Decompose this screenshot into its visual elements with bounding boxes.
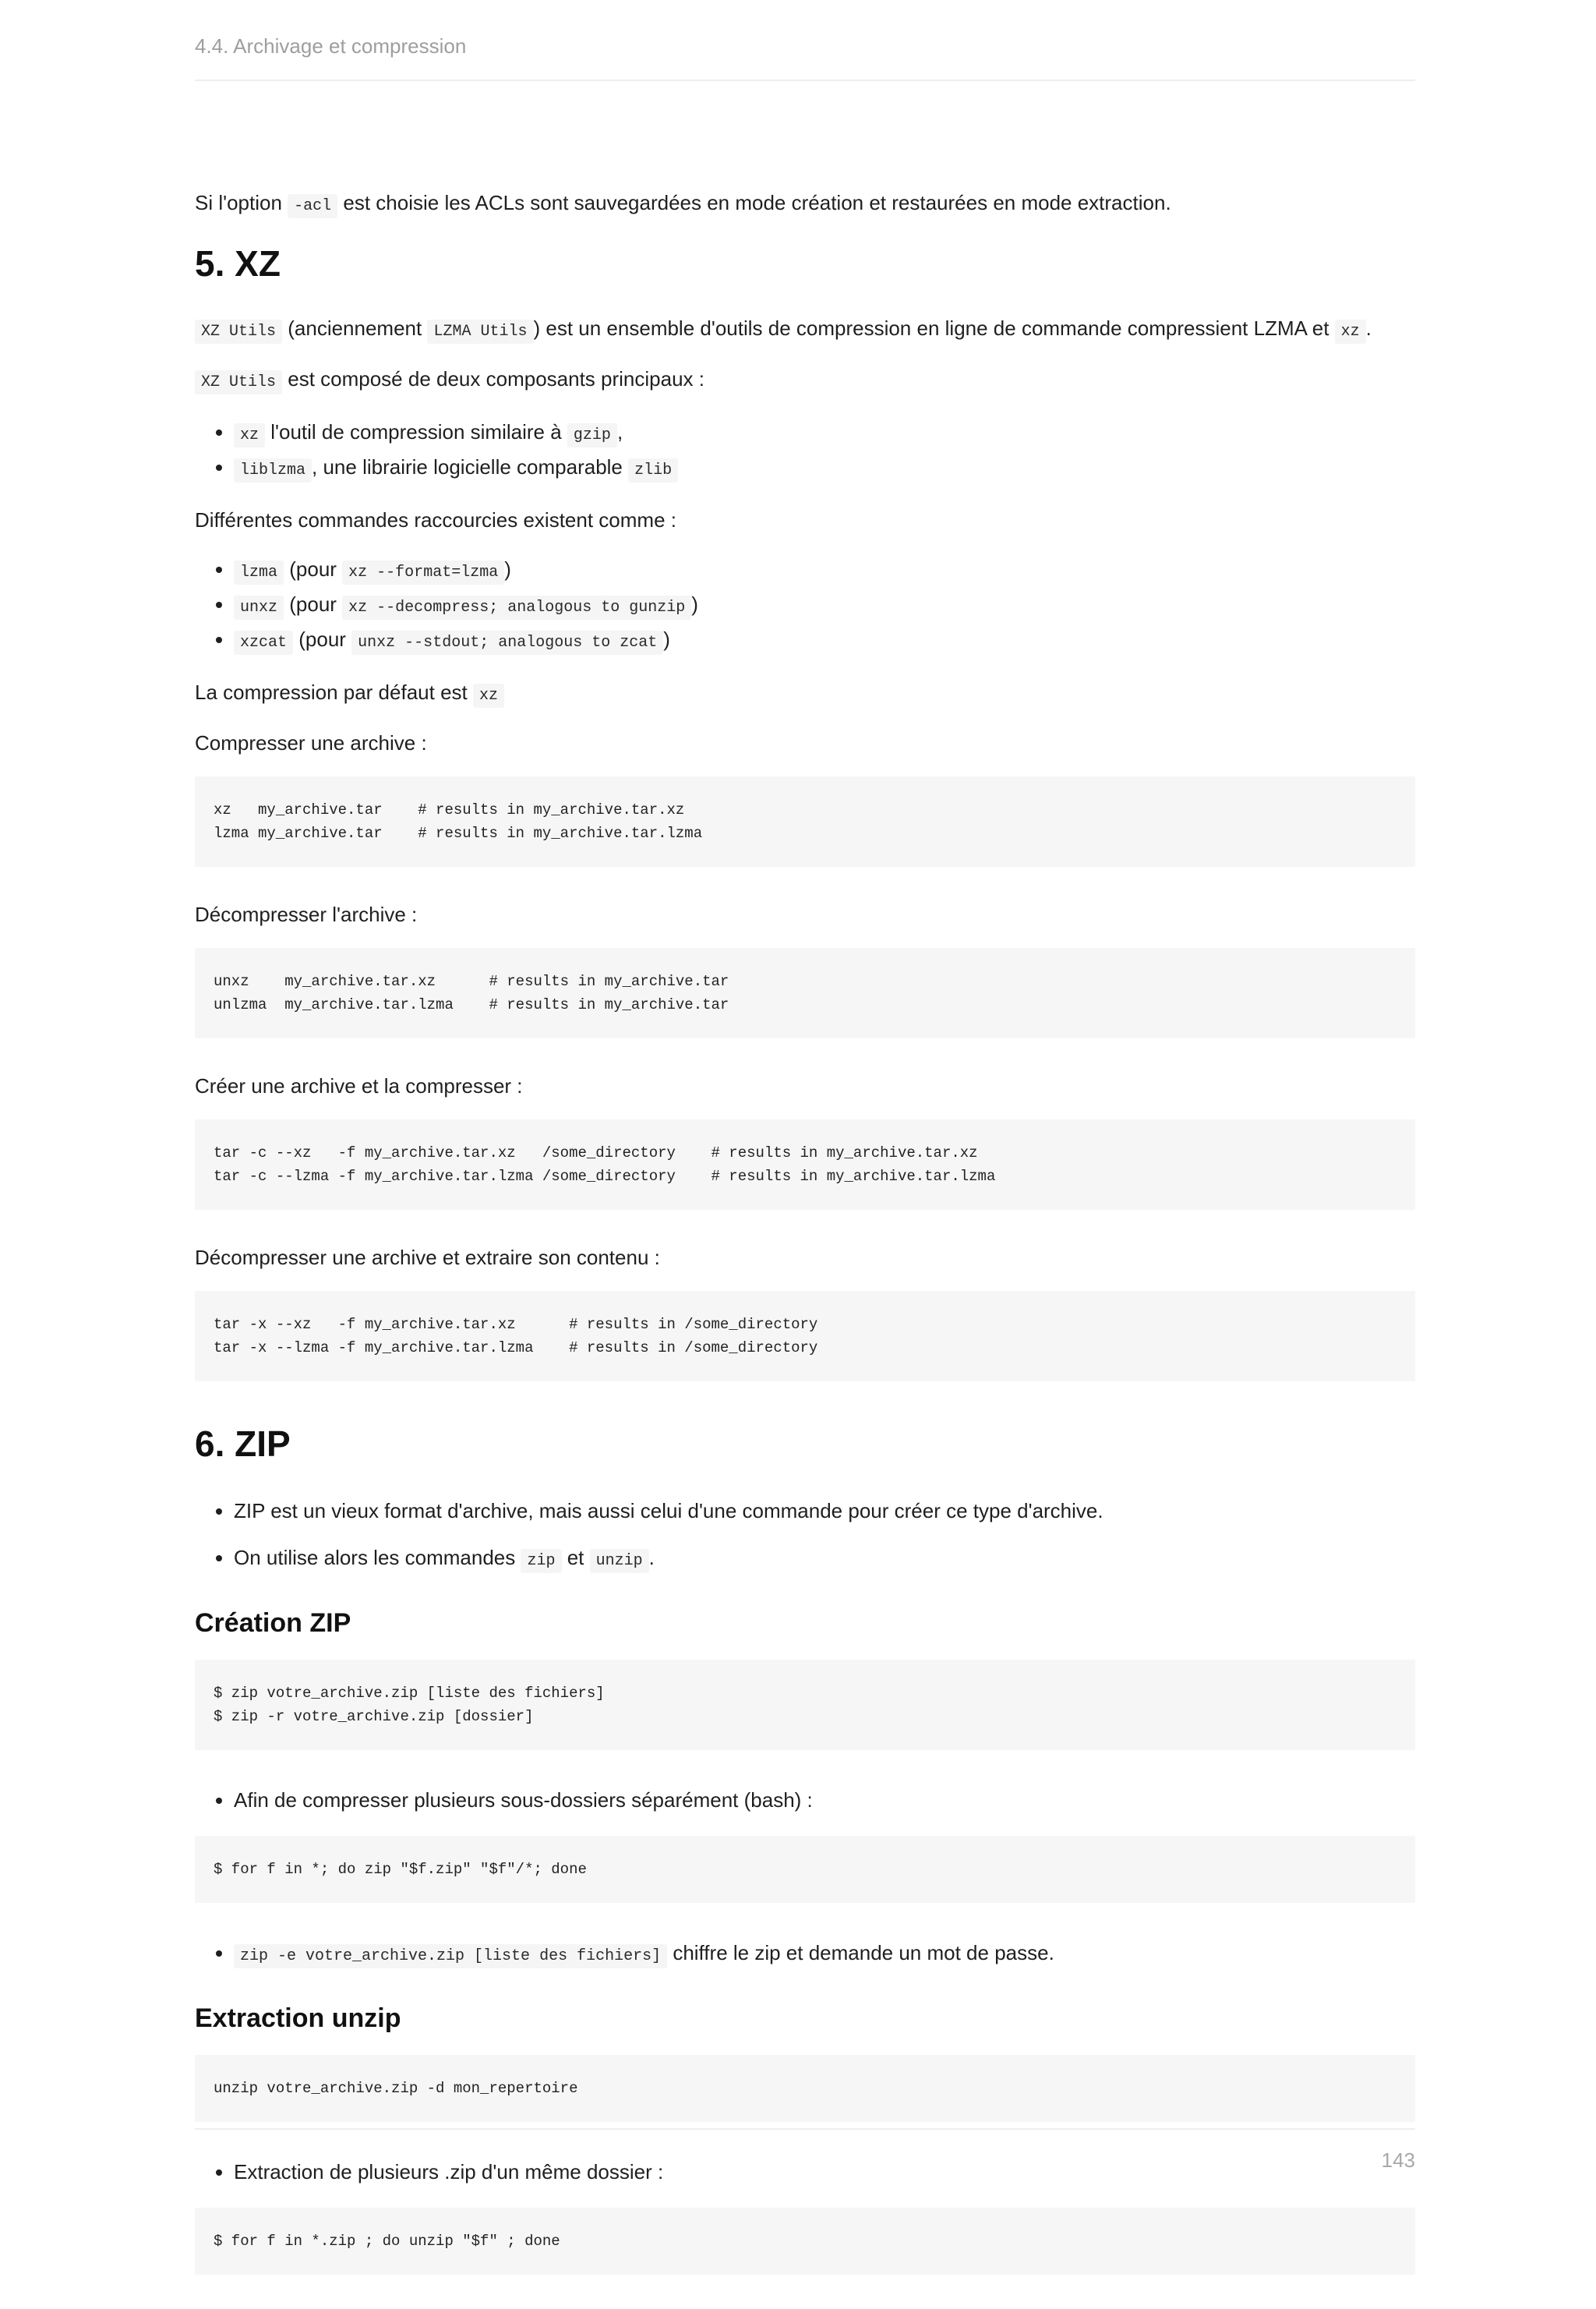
code-block-extract: tar -x --xz -f my_archive.tar.xz # results in /some_directory tar -x --lzma -f my_archive.tar.lzma # results in /some_directory [195,1291,1415,1381]
acl-paragraph: Si l'option -acl est choisie les ACLs sont sauvegardées en mode création et restaurées en mode extraction. [195,189,1415,220]
code-block-unzip: unzip votre_archive.zip -d mon_repertoire [195,2055,1415,2122]
encrypt-list [195,1937,1415,1972]
shortcuts-intro: Différentes commandes raccourcies existent comme : [195,508,676,532]
inline-code: xz [1335,320,1366,344]
inline-code: XZ Utils [195,370,282,394]
inline-code: XZ Utils [195,320,282,344]
list-item: • Afin de compresser plusieurs sous-dossiers séparément (bash) : [234,1784,1415,1816]
xz-intro-paragraph: XZ Utils (anciennement LZMA Utils ) est un ensemble d'outils de compression en ligne de commande compressient LZMA et xz . [195,315,1415,345]
code-block-unzip-multi: $ for f in *.zip ; do unzip "$f" ; done [195,2208,1415,2275]
inline-code: LZMA Utils [427,320,533,344]
list-item: • xzcat (pour unxz --stdout; analogous to zcat ) [234,624,1415,659]
list-item: • liblzma , une librairie logicielle comparable zlib [234,451,1415,486]
default-compression-paragraph: La compression par défaut est xz [195,679,1415,709]
subheading-extraction-unzip: Extraction unzip [195,2003,401,2033]
code-block-decompress: unxz my_archive.tar.xz # results in my_archive.tar unlzma my_archive.tar.lzma # results in my_archive.tar [195,948,1415,1038]
list-item: • Extraction de plusieurs .zip d'un même dossier : [234,2156,1415,2187]
shortcuts-list [195,553,1415,659]
list-item: • On utilise alors les commandes zip et unzip . [234,1542,1415,1577]
page-number: 143 [1381,2148,1415,2172]
footer-divider [195,2128,1415,2138]
list-item: • lzma (pour xz --format=lzma ) [234,553,1415,589]
components-list [195,416,1415,486]
list-item: • xz l'outil de compression similaire à gzip , [234,416,1415,451]
compress-label: Compresser une archive : [195,731,427,755]
code-block-create: tar -c --xz -f my_archive.tar.xz /some_directory # results in my_archive.tar.xz tar -c --lzma -f my_archive.tar.lzma /some_directory # results in my_archive.tar.lzma [195,1119,1415,1210]
zip-intro-list [195,1495,1415,1577]
list-item: • zip -e votre_archive.zip [liste des fichiers] chiffre le zip et demande un mot de passe. [234,1937,1415,1972]
list-item: • ZIP est un vieux format d'archive, mais aussi celui d'une commande pour créer ce type d'archive. [234,1495,1415,1526]
create-label: Créer une archive et la compresser : [195,1074,523,1098]
inline-code: xz [473,684,504,708]
code-block-compress: xz my_archive.tar # results in my_archive.tar.xz lzma my_archive.tar # results in my_archive.tar.lzma [195,776,1415,867]
code-block-zip-create: $ zip votre_archive.zip [liste des fichiers] $ zip -r votre_archive.zip [dossier] [195,1660,1415,1750]
code-block-zip-subfolders: $ for f in *; do zip "$f.zip" "$f"/*; done [195,1836,1415,1903]
subfolders-list [195,1784,1415,1816]
list-item: • unxz (pour xz --decompress; analogous to gunzip ) [234,589,1415,624]
document-page [195,0,1415,2258]
multi-extract-list [195,2156,1415,2187]
page-content [195,189,1415,2309]
subheading-creation-zip: Création ZIP [195,1608,351,1638]
xz-components-paragraph: XZ Utils est composé de deux composants principaux : [195,366,1415,396]
header-title: 4.4. Archivage et compression [195,34,467,58]
extract-label: Décompresser une archive et extraire son contenu : [195,1246,660,1269]
running-header [195,34,1415,81]
inline-code: -acl [288,194,337,218]
section-heading-xz: 5. XZ [195,243,281,284]
section-heading-zip: 6. ZIP [195,1423,291,1464]
decompress-label: Décompresser l'archive : [195,903,418,926]
